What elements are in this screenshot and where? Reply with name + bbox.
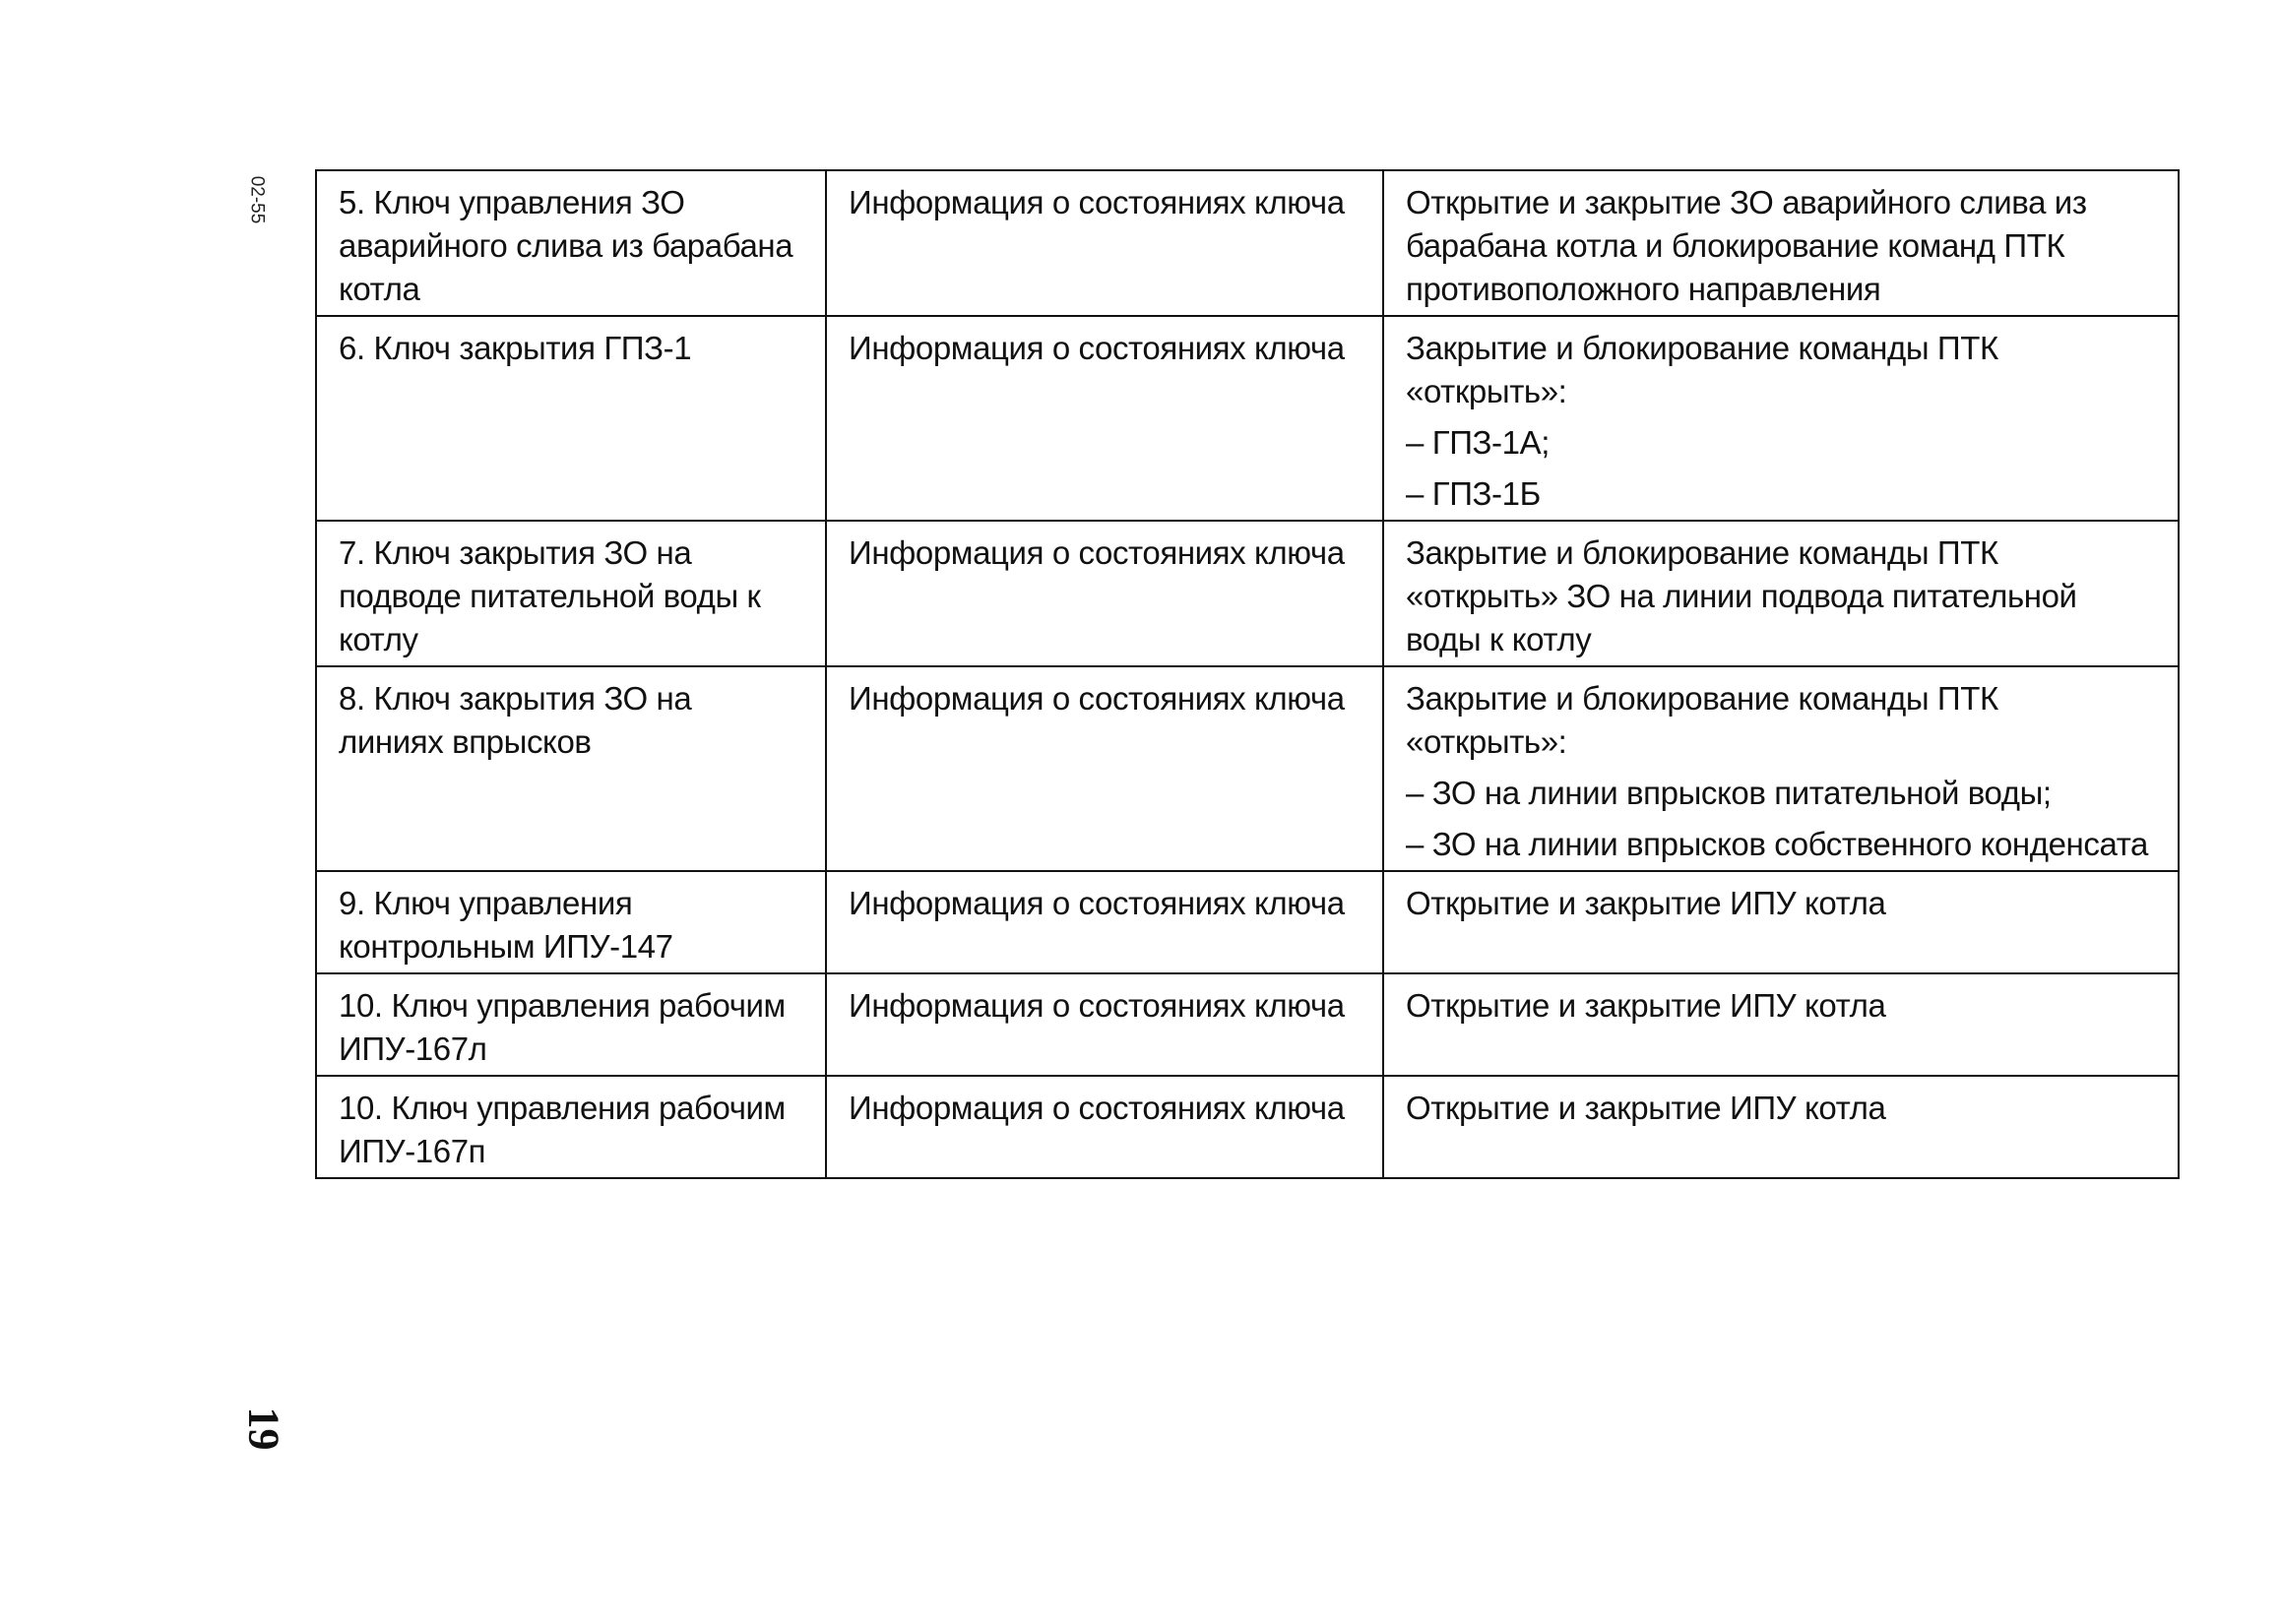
action-line: Закрытие и блокирование команды ПТК «открыть»: — [1406, 330, 1998, 409]
info-cell: Информация о состояниях ключа — [826, 666, 1383, 871]
action-cell: Открытие и закрытие ИПУ котла — [1383, 871, 2179, 973]
action-line: – ЗО на линии впрысков собственного конденсата — [1406, 826, 2149, 862]
info-cell: Информация о состояниях ключа — [826, 973, 1383, 1076]
action-cell: Открытие и закрытие ИПУ котла — [1383, 973, 2179, 1076]
key-name-cell: 6. Ключ закрытия ГПЗ-1 — [316, 316, 826, 521]
table-row — [316, 1076, 2179, 1178]
table-row — [316, 316, 2179, 521]
info-cell: Информация о состояниях ключа — [826, 521, 1383, 666]
key-name-cell: 9. Ключ управления контрольным ИПУ-147 — [316, 871, 826, 973]
table-row — [316, 973, 2179, 1076]
info-cell: Информация о состояниях ключа — [826, 871, 1383, 973]
action-cell: Открытие и закрытие ЗО аварийного слива из барабана котла и блокирование команд ПТК противоположного направления — [1383, 170, 2179, 316]
table-row — [316, 666, 2179, 871]
page-number — [238, 1396, 289, 1461]
info-cell: Информация о состояниях ключа — [826, 170, 1383, 316]
action-line: Закрытие и блокирование команды ПТК «открыть»: — [1406, 680, 1998, 760]
key-name-cell: 5. Ключ управления ЗО аварийного слива из барабана котла — [316, 170, 826, 316]
action-cell: Открытие и закрытие ИПУ котла — [1383, 1076, 2179, 1178]
key-name-cell: 8. Ключ закрытия ЗО на линиях впрысков — [316, 666, 826, 871]
action-cell — [1383, 666, 2179, 871]
info-cell: Информация о состояниях ключа — [826, 1076, 1383, 1178]
controls-table — [315, 169, 2180, 1179]
page-number-text: 19 — [239, 1406, 288, 1450]
document-code-text: 02-55 — [246, 175, 268, 224]
action-cell — [1383, 316, 2179, 521]
action-line: – ГПЗ-1Б — [1406, 475, 1541, 512]
key-name-cell: 10. Ключ управления рабочим ИПУ-167л — [316, 973, 826, 1076]
action-cell: Закрытие и блокирование команды ПТК «открыть» ЗО на линии подвода питательной воды к котлу — [1383, 521, 2179, 666]
action-line: – ГПЗ-1А; — [1406, 424, 1550, 461]
info-cell: Информация о состояниях ключа — [826, 316, 1383, 521]
action-line: – ЗО на линии впрысков питательной воды; — [1406, 775, 2052, 811]
table-row — [316, 521, 2179, 666]
key-name-cell: 10. Ключ управления рабочим ИПУ-167п — [316, 1076, 826, 1178]
document-code — [244, 165, 268, 234]
table-row — [316, 170, 2179, 316]
key-name-cell: 7. Ключ закрытия ЗО на подводе питательной воды к котлу — [316, 521, 826, 666]
table-row — [316, 871, 2179, 973]
